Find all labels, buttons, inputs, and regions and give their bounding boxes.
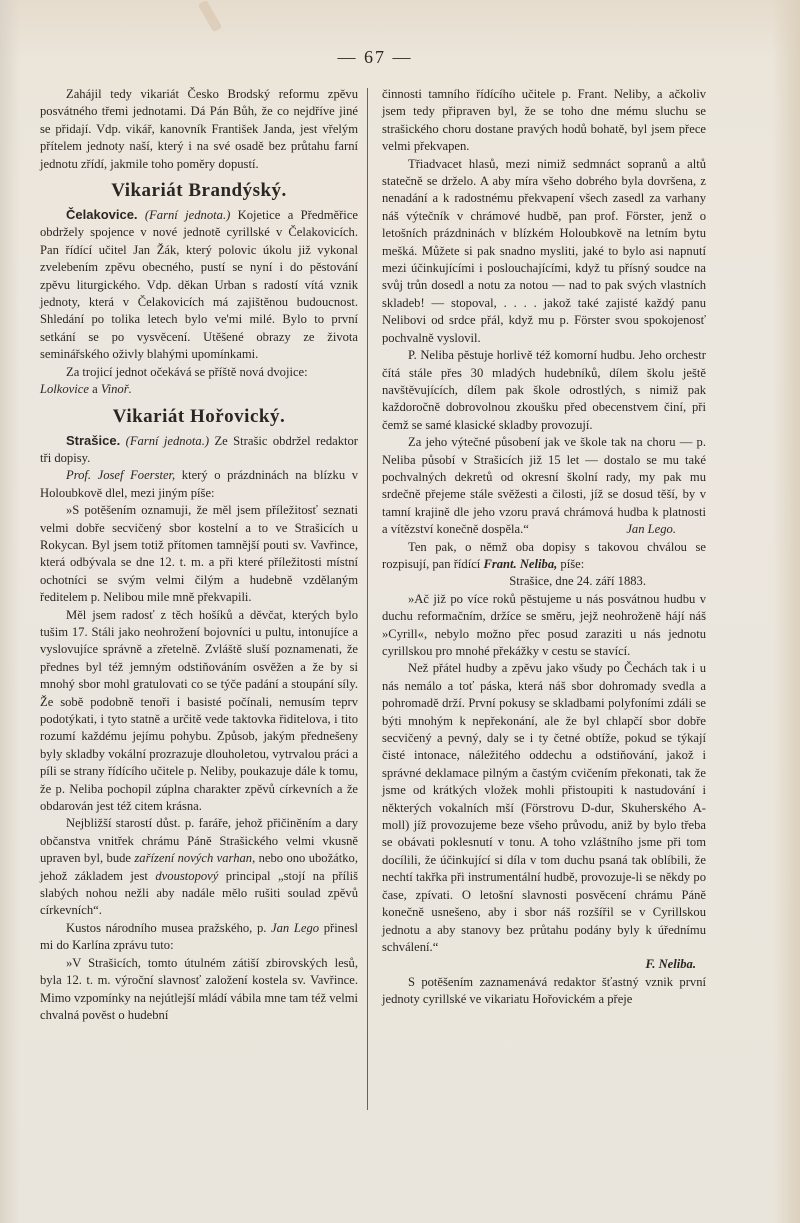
place-vinor: Vinoř. — [100, 382, 132, 397]
paragraph-text: , nebo ono ubožátko, jehož základem jest — [40, 851, 359, 883]
parish-tag: (Farní jednota.) — [125, 433, 210, 448]
paragraph-triadvacet: Třiadvacet hlasů, mezi nimiž sedmnáct sopranů a altů statečně se drželo. A aby míra všeho dobrého byla dovršena, z nenadání a k radostnému překvapení všech zasedl za varhany náš výtečník v chrámové hudbě, pan prof. Förster, jenž o letošních prázdninách v blízkém Holoubkově na letním bytu mešká. Můžete si pak snadno mysliti, jaké to bylo asi napnutí mezi účinkujícími i poslouchajícími, když tu přísný soudce na svůj trůn dosedl a notu za notou — nad to pak svých vlastních skladeb! — stopoval, . . . . jakož také zajisté každý panu Nelibovi od srdce přál, když mu p. Förster svou spokojenosť pochvalně vyslovil. — [382, 156, 706, 345]
conjunction: a — [88, 382, 101, 397]
paragraph-text: Nejbližší starostí důst. p. faráře, jehož přičiněním a dary občanstva vnitřek chrámu Páně Strašického velmi vkusně upraven byl, bude — [40, 816, 358, 866]
paragraph-text: principal „stojí na příliš slabých nohou nežli aby nadále mělo rušiti soulad zpěvů církevních“. — [40, 868, 358, 918]
left-column — [40, 86, 358, 1024]
author-neliba: Frant. Neliba, — [483, 556, 558, 571]
paragraph-trojice — [40, 364, 358, 399]
author-foerster: Prof. Josef Foerster, — [66, 468, 176, 483]
paragraph-ac-jiz: »Ač již po více roků pěstujeme u nás posvátnou hudbu v duchu reformačním, držíce se směru, jejž neohroženě hájí náš »Cyrill«, nebylo možno přec posud zaraziti u nás jednotu cyrillskou pro mnohé překážky v cestu se stavící. — [382, 591, 706, 658]
paragraph-nez-pratel: Než přátel hudby a zpěvu jako všudy po Čechách tak i u nás nemálo a toť páska, která náš sbor dohromady svedla a pohromadě drží. První pokusy se skladbami polyfoními zdáli se býti mnohým k nepřekonání, ale že byl chlapčí sbor dobře secvičený a pevný, daly se i ty četné obtíže, pokud se týkají čisté intonace, náležitého oddechu a odstiňování, jakož i správné deklamace pilným a častým cvičením překonati, tak že jsme od krátkých vložek mohli přistoupiti k nastudování i některých vokalních mší (Förstrovu D-dur, Skuherského A-moll) jíž provozujeme beze všeho průvodu, aniž by bylo třeba se obávati poklesnutí v tonu. A toho vzláštního jsme při tom docílili, že účinkující si díla v tom duchu psaná tak oblíbili, že nechtí takřka při instrumentální hudbě, provozuje-li se někdy po čase, zpívati. O letošní slavnosti posvěcení chrámu Páně konečně usnešeno, aby i sbor náš rozšířil se v Cyrillskou jednotu a aby stanovy bez průtahu podány byly k úřednímu schválení.“ — [382, 661, 706, 954]
paragraph-text: Kojetice a Předměřice obdržely spojence v nové jednotě cyrillské v Čelakovicích. Pan řídící učitel Jan Žák, který polovic úkolu již vykonal zvelebením zpěvu obecného, pustí se nyní i do pěstování zpěvu liturgického. Vdp. děkan Urban s radostí vítá vznik jednoty, která v Čelakovicích má zajištěnou budoucnost. Shledání po tolika letech bylo ve'mi milé. Bylo to první setkání se po vysvěcení. Utěšené obrazy ze života seminářského oživly blahými upomínkami. — [40, 208, 358, 362]
emphasis-text: zařízení nových varhan — [134, 851, 253, 866]
paragraph-nejblizsi — [40, 815, 358, 919]
place-lead-strasice: Strašice. — [66, 432, 121, 448]
paragraph-s-potesenim: »S potěšením oznamuji, že měl jsem příležitosť seznati velmi dobře secvičený sbor kostelní a to ve Strašicích u Rokycan. Byl jsem totiž přítomen tamnější pouti sv. Vavřince, která odbývala se dne 12. t. m. a při které příležitosti místní ochotníci se svým velmi čilým a hudebně vzdělaným ředitelem p. Nelibou mile mně překvapili. — [40, 503, 358, 605]
paragraph-cesko-brodsky: Zahájil tedy vikariát Česko Brodský reformu zpěvu posvátného třemi jednotami. Dá Pán Bůh, že co nejdříve jiné se přidají. Vdp. vikář, kanovník František Janda, jest vřelým přítelem jednoty naší, který i na své osadě bez průtahu farní jednotu zřídí, jakmile toho poměry dopustí. — [40, 87, 358, 171]
paragraph-continued: činnosti tamního řídícího učitele p. Frant. Neliby, a ačkoliv jsem tedy připraven byl, že se toho dne mému sluchu se strašického choru dostane pravých hodů bohatě, byl jsem přece velmi překvapen. — [382, 87, 706, 154]
place-lead-celakovice: Čelakovice. — [66, 207, 138, 223]
paragraph-foerster — [40, 467, 358, 502]
paragraph-strasice — [40, 432, 358, 468]
letter-dateline: Strašice, dne 24. září 1883. — [509, 574, 646, 589]
signature-f-neliba: F. Neliba. — [645, 957, 696, 972]
paragraph-za-jeho — [382, 434, 706, 538]
paragraph-text: Za trojicí jednot očekává se příště nová dvojice: — [66, 364, 308, 379]
page-number: — 67 — — [337, 47, 413, 67]
place-lolkovice: Lolkovice — [40, 382, 89, 397]
emphasis-text: dvoustopový — [155, 868, 219, 883]
paragraph-text: Za jeho výtečné působení jak ve škole tak na choru — p. Neliba působí v Strašicích již 15 let — dostalo se mu také pochvalných dekretů od okresní školní rady, my pak mu srdečně přejeme stále svěžesti a čilosti, jíž se dosud těší, by v tamní krajině dle jeho vzoru pravá chrámová hudba k platnosti a vítězství konečně dospěla.“ — [382, 435, 706, 537]
paragraph-ten-pak — [382, 539, 706, 574]
paragraph-neliba-hudba: P. Neliba pěstuje horlivě též komorní hudbu. Jeho orchestr čítá stále přes 30 mladých hudebníků, dílem školu ještě navštěvujících, dílem pak škole odrostlých, s nimiž pak každoročně dobrovolnou zkoušku před obecenstvem činí, při čemž se samé klasické skladby provozují. — [382, 348, 706, 432]
paragraph-text: přinesl mi do Karlína zprávu tuto: — [40, 920, 358, 953]
heading-vikariat-horovicky: Vikariát Hořovický. — [112, 405, 286, 427]
paragraph-text: Ten pak, o němž oba dopisy s takovou chválou se rozpisují, pan řídící — [382, 539, 706, 571]
paragraph-text: Kustos národního musea pražského, p. — [66, 920, 272, 935]
author-lego: Jan Lego — [271, 920, 320, 935]
paper-fold-mark — [198, 0, 223, 32]
paragraph-celakovice — [40, 206, 358, 364]
paragraph-mel-jsem-radost: Měl jsem radosť z těch hošíků a děvčat, kterých bylo tušim 17. Stáli jako neohrožení bojovníci u pultu, intonujíce a vyslovujíce správně a zřetelně. Zvláště sluší poznamenati, že přednes byl též jemným odstiňováním osvěžen a že by si mnohý sbor mohl gratulovati co se týče padání a stoupání síly. Že sobě podobně tenoři i basisté počínali, nemusím teprv podotýkati, i tyto statně a určitě vede taktovka řiditelova, i tito rozumí každému jejímu pohybu. Způsob, jakým přednešeny byly skladby vokální prozrazuje dlouholetou, vytrvalou práci a píli se strany řídícího učitele p. Neliby, poukazuje dále k tomu, že p. Neliba pochopil zúplna charakter zpěvů církevních a že obdarován jest též citem krásna. — [40, 607, 358, 814]
paragraph-kustos — [40, 920, 358, 955]
paragraph-final: S potěšením zaznamenává redaktor šťastný vznik první jednoty cyrillské ve vikariatu Hořovickém a přeje — [382, 974, 706, 1007]
paragraph-text: Ze Strašic obdržel redaktor tři dopisy. — [40, 433, 358, 465]
page-edge-shadow-left — [0, 0, 20, 1223]
column-divider — [367, 88, 368, 1110]
heading-vikariat-brandysky: Vikariát Brandýský. — [111, 180, 287, 202]
signature-jan-lego: Jan Lego. — [626, 522, 676, 537]
paragraph-text: píše: — [557, 556, 585, 571]
paragraph-v-strasicich: »V Strašicích, tomto útulném zátiší zbirovských lesů, byla 12. t. m. výroční slavnosť založení kostela sv. Vavřince. Mimo vzpomínky na nejútlejší mládí vábila mne tam též velmi chvalná pověst o hudební — [40, 955, 358, 1022]
paragraph-text: který o prázdninách na blízku v Holoubkově dlel, mezi jiným píše: — [40, 468, 358, 500]
page-edge-shadow-right — [772, 0, 800, 1223]
right-column — [382, 86, 706, 1009]
parish-tag: (Farní jednota.) — [144, 208, 231, 223]
